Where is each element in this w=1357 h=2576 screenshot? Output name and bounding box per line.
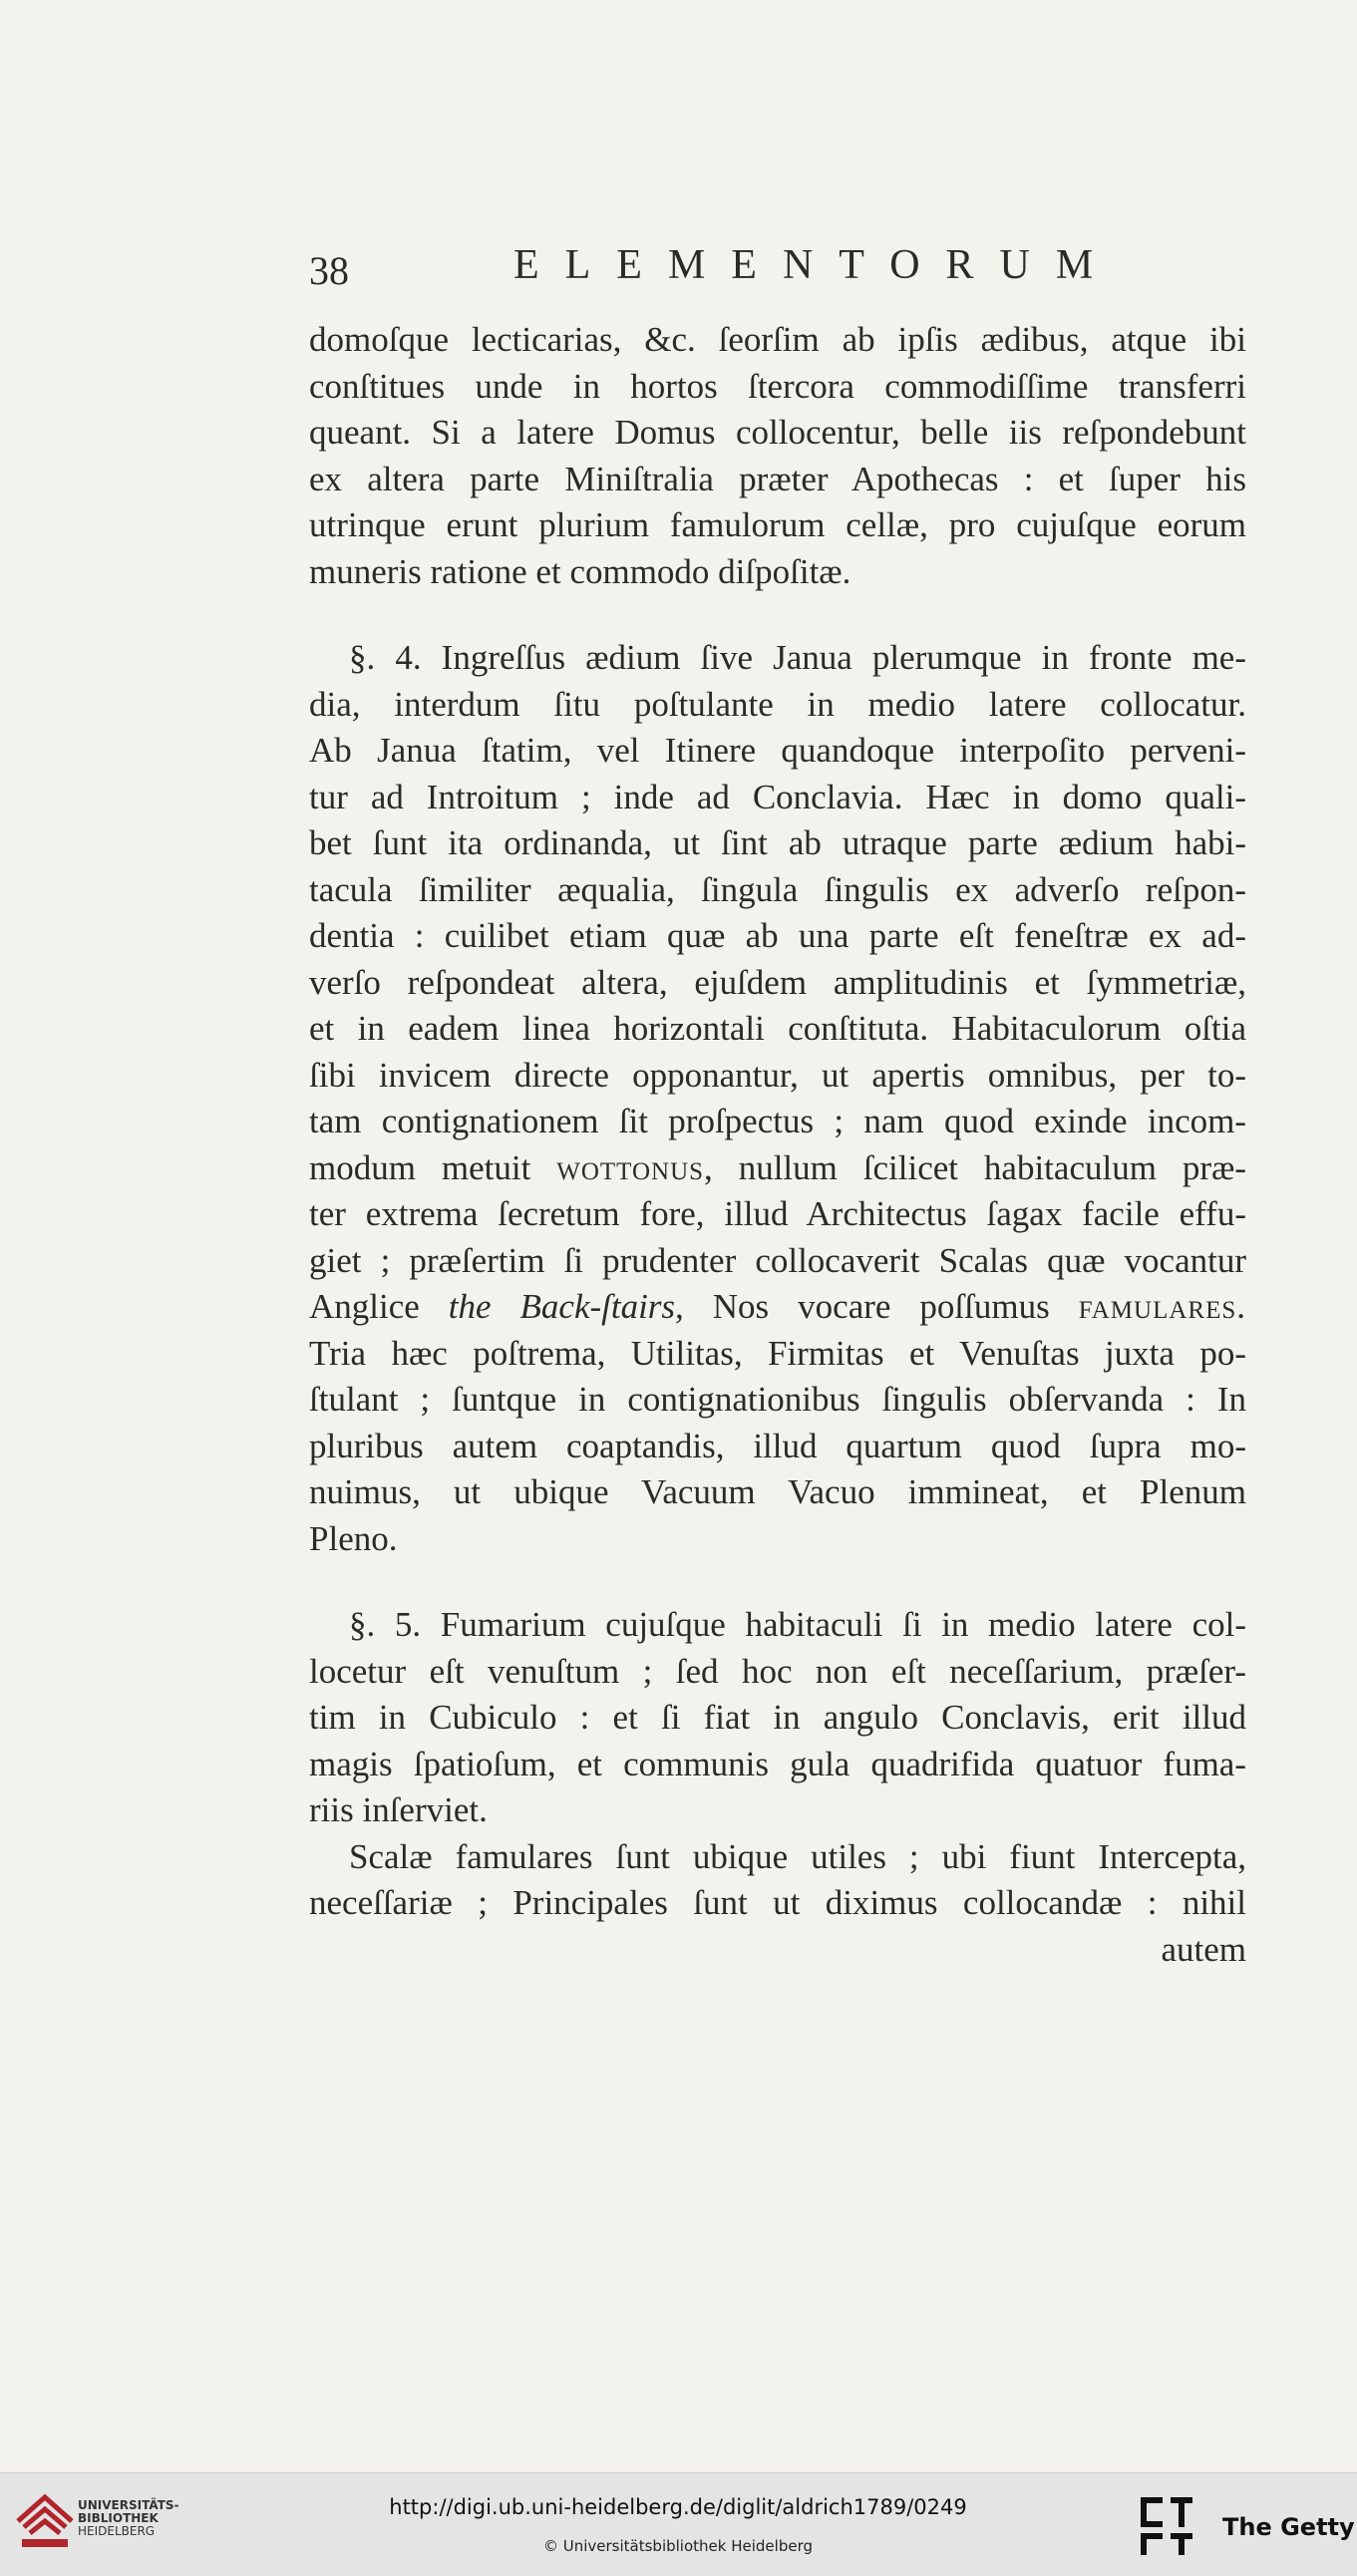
copyright-notice: © Universitätsbibliothek Heidelberg (542, 2537, 813, 2555)
text-line: ex altera parte Miniſtralia præter Apothecas : et ſuper his (309, 459, 1246, 498)
text-line: Pleno. (309, 1518, 398, 1558)
body-text (309, 317, 1246, 1973)
text-line: tim in Cubiculo : et ſi fiat in angulo Conclavis, erit illud (309, 1698, 1246, 1737)
paragraph-3 (309, 1602, 1246, 1834)
university-name: UNIVERSITÄTS- BIBLIOTHEK HEIDELBERG (78, 2498, 179, 2538)
text-line: Anglice the Back-ſtairs, Nos vocare poſſumus famulares. (309, 1287, 1246, 1326)
text-line: utrinque erunt plurium famulorum cellæ, pro cujuſque eorum (309, 505, 1246, 544)
text-line: queant. Si a latere Domus collocentur, belle iis reſpondebunt (309, 413, 1246, 452)
text-line: et in eadem linea horizontali conſtituta. Habitaculorum oſtia (309, 1009, 1246, 1048)
text-line: neceſſariæ ; Principales ſunt ut diximus collocandæ : nihil (309, 1883, 1246, 1922)
text-line: bet ſunt ita ordinanda, ut ſint ab utraque parte ædium habi- (309, 823, 1246, 862)
text-line: locetur eſt venuſtum ; ſed hoc non eſt neceſſarium, præſer- (309, 1651, 1246, 1691)
text-line: verſo reſpondeat altera, ejuſdem amplitudinis et ſymmetriæ, (309, 962, 1246, 1002)
text-line: riis inſerviet. (309, 1790, 488, 1829)
author-name: wottonus (556, 1147, 705, 1187)
getty-logo-icon (1137, 2493, 1196, 2559)
text-line: tur ad Introitum ; inde ad Conclavia. Hæc in domo quali- (309, 777, 1246, 816)
smallcaps-term: famulares. (1078, 1287, 1246, 1326)
text-line: Ab Janua ſtatim, vel Itinere quandoque interpoſito perveni- (309, 731, 1246, 770)
text-line: giet ; præſertim ſi prudenter collocaverit Scalas quæ vocantur (309, 1240, 1246, 1280)
text-line: tam contignationem ſit proſpectus ; nam quod exinde incom- (309, 1102, 1246, 1140)
text-line: ſibi invicem directe opponantur, ut apertis omnibus, per to- (309, 1055, 1246, 1095)
paragraph-2 (309, 635, 1246, 1562)
university-logo-icon (14, 2491, 76, 2557)
text-line: Scalæ famulares ſunt ubique utiles ; ubi fiunt Intercepta, (349, 1836, 1246, 1876)
source-url-link[interactable]: http://digi.ub.uni-heidelberg.de/diglit/aldrich1789/0249 (389, 2495, 967, 2519)
text-line: modum metuit wottonus, nullum ſcilicet habitaculum præ- (309, 1147, 1246, 1187)
text-line: domoſque lecticarias, &c. ſeorſim ab ipſis ædibus, atque ibi (309, 320, 1246, 359)
text-line: §. 4. Ingreſſus ædium ſive Janua plerumque in fronte me- (349, 638, 1246, 677)
text-line: magis ſpatioſum, et communis gula quadrifida quatuor fuma- (309, 1744, 1246, 1783)
running-title: ELEMENTORUM (513, 242, 1120, 288)
text-line: muneris ratione et commodo diſpoſitæ. (309, 551, 851, 591)
page-number: 38 (309, 248, 349, 293)
paragraph-4 (309, 1834, 1246, 1927)
paragraph-1 (309, 317, 1246, 595)
text-line: Tria hæc poſtrema, Utilitas, Firmitas et Venuſtas juxta po- (309, 1333, 1246, 1373)
text-line: tacula ſimiliter æqualia, ſingula ſingulis ex adverſo reſpon- (309, 869, 1246, 909)
footer-bar (0, 2472, 1357, 2576)
text-line: nuimus, ut ubique Vacuum Vacuo immineat, et Plenum (309, 1472, 1246, 1511)
italic-term: the Back-ſtairs, (448, 1287, 684, 1326)
text-line: dentia : cuilibet etiam quæ ab una parte eſt feneſtræ ex ad- (309, 916, 1246, 955)
text-line: ſtulant ; ſuntque in contignationibus ſingulis obſervanda : In (309, 1380, 1246, 1419)
text-line: conſtitues unde in hortos ſtercora commodiſſime transferri (309, 366, 1246, 406)
text-line: §. 5. Fumarium cujuſque habitaculi ſi in medio latere col- (349, 1605, 1246, 1644)
text-line: ter extrema ſecretum fore, illud Architectus ſagax facile effu- (309, 1194, 1246, 1233)
getty-name: The Getty (1222, 2513, 1355, 2541)
text-line: dia, interdum ſitu poſtulante in medio latere collocatur. (309, 684, 1246, 724)
catchword: autem (1161, 1929, 1246, 1969)
text-line: pluribus autem coaptandis, illud quartum quod ſupra mo- (309, 1426, 1246, 1465)
